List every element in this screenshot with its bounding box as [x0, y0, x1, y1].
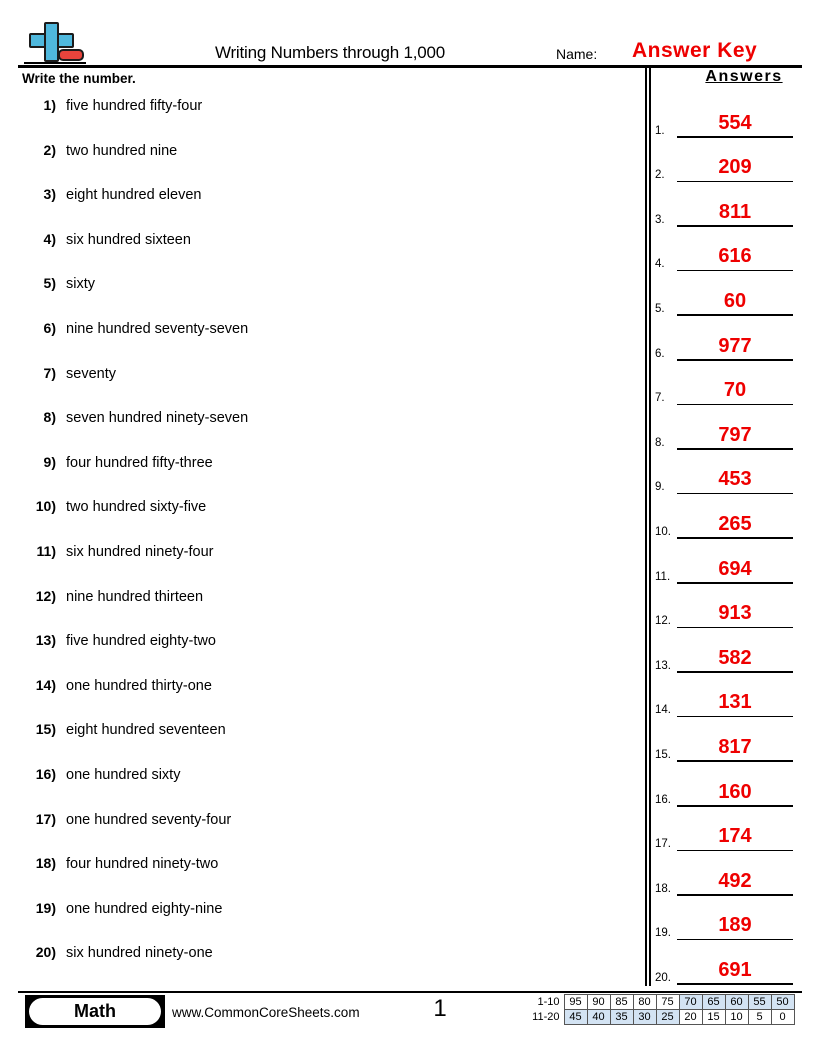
score-key-cell: 70 [679, 995, 702, 1010]
question-row [20, 365, 630, 410]
question-text: four hundred ninety-two [66, 856, 219, 873]
question-number: 15) [35, 721, 56, 738]
score-key-cell: 20 [679, 1010, 702, 1025]
score-key-row-label: 1-10 [537, 996, 560, 1008]
question-text: six hundred ninety-one [66, 945, 213, 962]
name-label: Name: [556, 46, 598, 62]
score-key-cell: 15 [702, 1010, 725, 1025]
score-key-cell: 10 [725, 1010, 748, 1025]
worksheet-header [0, 0, 816, 66]
question-text: seventy [66, 365, 116, 382]
question-number: 8) [43, 409, 56, 426]
question-row [20, 186, 630, 231]
question-text: eight hundred eleven [66, 187, 202, 204]
answer-row [655, 675, 805, 720]
answer-blank-line[interactable] [677, 314, 793, 316]
score-key-row-label: 11-20 [532, 1011, 560, 1023]
question-text: one hundred sixty [66, 766, 181, 783]
answer-blank-line[interactable] [677, 537, 793, 539]
question-row [20, 97, 630, 142]
answer-row [655, 898, 805, 943]
question-row [20, 498, 630, 543]
question-text: seven hundred ninety-seven [66, 410, 249, 427]
score-key-row [528, 995, 794, 1010]
answer-row [655, 273, 805, 318]
question-row [20, 142, 630, 187]
answer-number: 16. [655, 793, 671, 806]
question-row [20, 409, 630, 454]
answer-row [655, 229, 805, 274]
answer-row [655, 184, 805, 229]
answer-blank-line[interactable] [677, 270, 793, 272]
instruction-text: Write the number. [22, 71, 136, 86]
answer-number: 10. [655, 525, 671, 538]
answer-blank-line[interactable] [677, 136, 793, 138]
question-number: 6) [43, 319, 56, 336]
question-text: one hundred eighty-nine [66, 900, 223, 917]
answer-row [655, 496, 805, 541]
question-number: 12) [35, 587, 56, 604]
answer-row [655, 586, 805, 631]
question-row [20, 944, 630, 989]
answer-number: 19. [655, 927, 671, 940]
answer-value: 131 [718, 691, 752, 714]
answers-column [655, 68, 805, 987]
question-row [20, 588, 630, 633]
question-text: nine hundred thirteen [66, 588, 204, 605]
answer-number: 5. [655, 302, 665, 315]
question-text: one hundred seventy-four [66, 811, 232, 828]
answer-value: 554 [718, 111, 752, 134]
score-key-cell: 85 [610, 995, 633, 1010]
answer-value: 70 [723, 379, 747, 402]
answer-blank-line[interactable] [677, 404, 793, 406]
question-number: 2) [43, 141, 56, 158]
column-divider [645, 66, 651, 986]
score-key-row [528, 1010, 794, 1025]
answer-row [655, 407, 805, 452]
score-key-cell: 60 [725, 995, 748, 1010]
answer-row [655, 809, 805, 854]
question-number: 9) [43, 453, 56, 470]
answer-value: 209 [718, 156, 752, 179]
question-text: six hundred sixteen [66, 231, 191, 248]
question-number: 17) [35, 810, 56, 827]
answer-blank-line[interactable] [677, 894, 793, 896]
answer-blank-line[interactable] [677, 850, 793, 852]
answer-blank-line[interactable] [677, 671, 793, 673]
question-number: 7) [43, 364, 56, 381]
question-number: 1) [43, 97, 56, 113]
answer-row [655, 541, 805, 586]
answer-number: 6. [655, 347, 665, 360]
answer-blank-line[interactable] [677, 225, 793, 227]
question-number: 18) [35, 855, 56, 872]
score-key-cell: 50 [771, 995, 794, 1010]
question-row [20, 632, 630, 677]
question-number: 4) [43, 230, 56, 247]
answer-number: 20. [655, 971, 671, 984]
question-text: one hundred thirty-one [66, 677, 212, 694]
answer-number: 1. [655, 124, 665, 137]
score-key-cell: 75 [656, 995, 679, 1010]
answer-blank-line[interactable] [677, 939, 793, 941]
answer-value: 60 [723, 289, 747, 312]
answer-number: 9. [655, 481, 665, 494]
question-number: 19) [35, 899, 56, 916]
answer-number: 11. [655, 570, 671, 583]
question-row [20, 543, 630, 588]
logo-minus-bar [58, 49, 84, 61]
question-text: sixty [66, 276, 95, 293]
answer-value: 174 [718, 825, 752, 848]
answers-heading: Answers [705, 68, 783, 85]
answer-number: 18. [655, 882, 671, 895]
score-key-cell: 35 [610, 1010, 633, 1025]
score-key-cell: 25 [656, 1010, 679, 1025]
answer-row [655, 630, 805, 675]
subject-badge-label: Math [29, 998, 161, 1025]
answer-blank-line[interactable] [677, 582, 793, 584]
answer-row [655, 942, 805, 987]
question-text: five hundred fifty-four [66, 98, 203, 114]
question-row [20, 855, 630, 900]
score-key-cell: 65 [702, 995, 725, 1010]
question-text: six hundred ninety-four [66, 543, 214, 560]
score-key-cell: 5 [748, 1010, 771, 1025]
answer-blank-line[interactable] [677, 448, 793, 450]
question-number: 5) [43, 275, 56, 292]
score-key-cell: 80 [633, 995, 656, 1010]
question-text: five hundred eighty-two [66, 633, 216, 650]
question-text: two hundred sixty-five [66, 499, 207, 516]
question-row [20, 231, 630, 276]
question-row [20, 766, 630, 811]
question-text: eight hundred seventeen [66, 722, 226, 739]
answer-number: 4. [655, 258, 665, 271]
answer-number: 3. [655, 213, 665, 226]
answer-row [655, 719, 805, 764]
question-row [20, 677, 630, 722]
answer-value: 691 [718, 958, 752, 981]
question-row [20, 320, 630, 365]
footer-divider-rule [18, 991, 802, 993]
question-number: 14) [35, 676, 56, 693]
score-key-cell: 0 [771, 1010, 794, 1025]
question-number: 3) [43, 186, 56, 203]
question-row [20, 721, 630, 766]
score-key-cell: 30 [633, 1010, 656, 1025]
score-key-cell: 55 [748, 995, 771, 1010]
answers-list [655, 95, 805, 987]
question-list [20, 97, 630, 989]
answer-row [655, 140, 805, 185]
plus-minus-logo-icon [20, 22, 86, 64]
page-number: 1 [433, 995, 447, 1022]
answer-blank-line[interactable] [677, 760, 793, 762]
score-key-body [528, 995, 794, 1025]
answer-value: 265 [718, 512, 752, 535]
answer-blank-line[interactable] [677, 359, 793, 361]
score-key-cell: 90 [587, 995, 610, 1010]
question-row [20, 454, 630, 499]
answer-value: 582 [718, 646, 752, 669]
divider-line-right [649, 66, 651, 986]
answer-row [655, 452, 805, 497]
logo-baseline [24, 62, 86, 64]
answer-value: 492 [718, 869, 752, 892]
question-row [20, 811, 630, 856]
question-number: 16) [35, 765, 56, 782]
answer-number: 13. [655, 659, 671, 672]
answer-number: 7. [655, 392, 665, 405]
answer-number: 15. [655, 748, 671, 761]
answer-value: 913 [718, 602, 752, 625]
subject-badge [25, 995, 165, 1028]
site-url: www.CommonCoreSheets.com [172, 1005, 360, 1020]
score-key-cell: 40 [587, 1010, 610, 1025]
answer-value: 694 [718, 557, 752, 580]
answer-value: 453 [718, 468, 752, 491]
answer-number: 8. [655, 436, 665, 449]
question-row [20, 275, 630, 320]
divider-line-left [645, 66, 647, 986]
answer-number: 14. [655, 704, 671, 717]
question-number: 11) [36, 542, 56, 559]
answer-row [655, 363, 805, 408]
answer-row [655, 853, 805, 898]
question-number: 20) [35, 944, 56, 961]
question-number: 13) [35, 632, 56, 649]
question-number: 10) [35, 498, 56, 515]
answer-value: 977 [718, 334, 752, 357]
answer-value: 797 [718, 423, 752, 446]
score-key-cell: 95 [564, 995, 587, 1010]
answer-blank-line[interactable] [677, 983, 793, 985]
question-text: four hundred fifty-three [66, 454, 213, 471]
answer-value: 811 [718, 200, 752, 223]
answer-row [655, 95, 805, 140]
answer-blank-line[interactable] [677, 716, 793, 718]
answer-value: 189 [718, 914, 752, 937]
answer-blank-line[interactable] [677, 627, 793, 629]
answer-number: 12. [655, 615, 671, 628]
answer-number: 2. [655, 169, 665, 182]
answer-blank-line[interactable] [677, 805, 793, 807]
answer-value: 160 [718, 780, 752, 803]
page-title: Writing Numbers through 1,000 [214, 43, 446, 62]
answer-blank-line[interactable] [677, 181, 793, 183]
question-row [20, 900, 630, 945]
answer-row [655, 318, 805, 363]
score-key-cell: 45 [564, 1010, 587, 1025]
logo-plus-vertical [44, 22, 59, 62]
question-text: two hundred nine [66, 142, 178, 159]
answer-blank-line[interactable] [677, 493, 793, 495]
answer-number: 17. [655, 838, 671, 851]
question-text: nine hundred seventy-seven [66, 320, 249, 337]
answer-row [655, 764, 805, 809]
score-key-table [528, 994, 795, 1025]
answer-value: 817 [718, 735, 752, 758]
answer-value: 616 [718, 245, 752, 268]
answer-key-badge: Answer Key [632, 39, 758, 62]
